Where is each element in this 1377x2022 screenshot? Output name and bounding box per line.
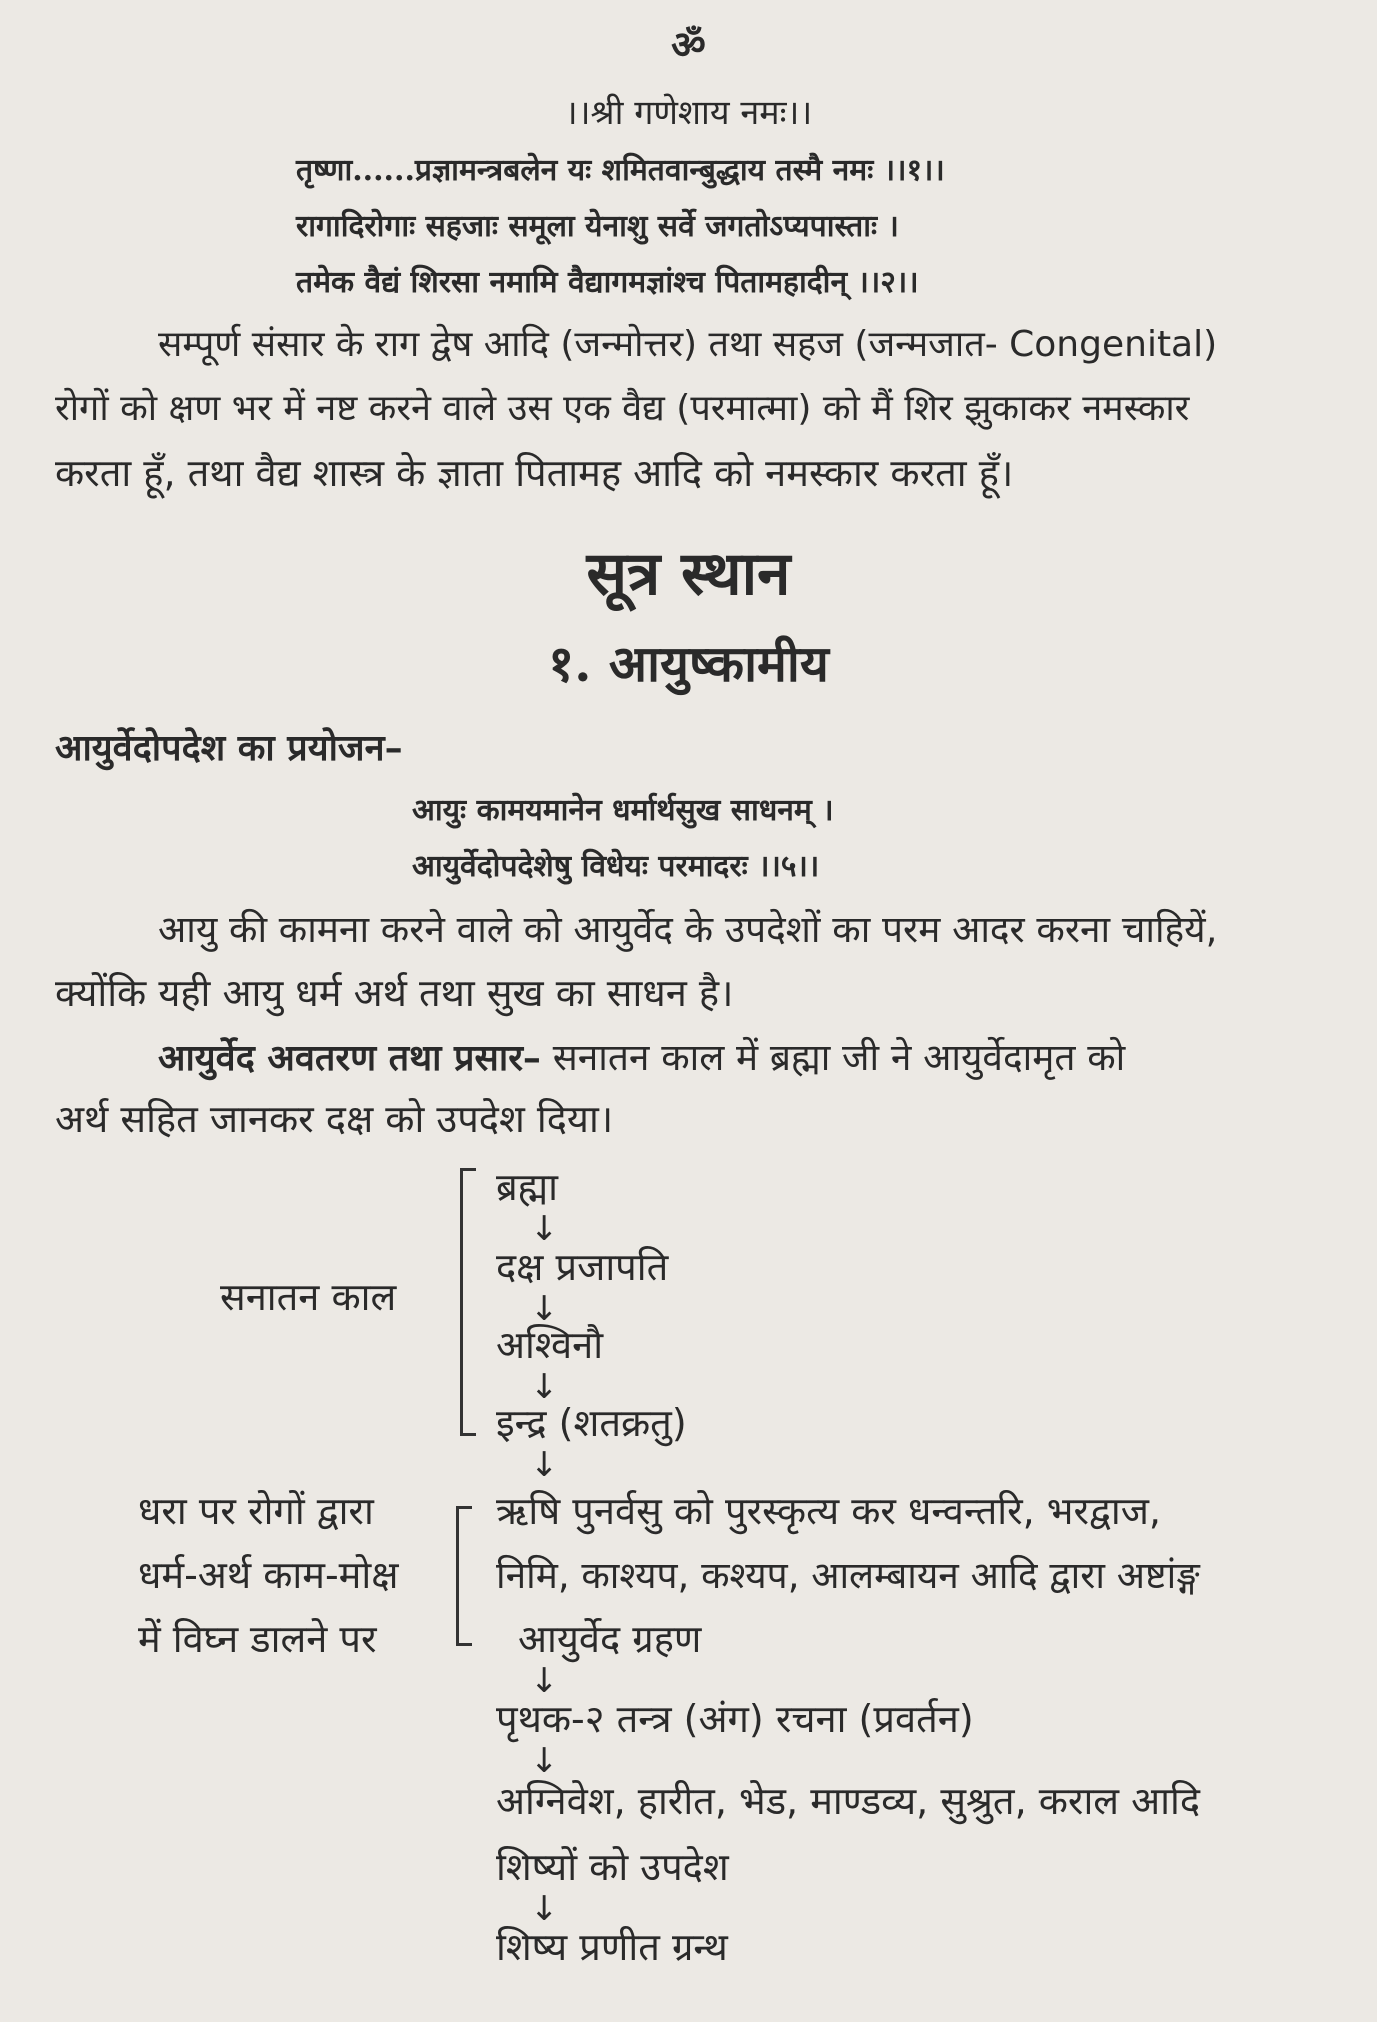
arrow-down-icon: ↓ [530, 1661, 559, 1701]
cause-line-1: धरा पर रोगों द्वारा [138, 1489, 374, 1533]
sages-line-2: निमि, काश्यप, कश्यप, आलम्बायन आदि द्वारा अष्टांङ्ग [496, 1554, 1200, 1597]
chapter-title: १. आयुष्कामीय [548, 634, 829, 693]
cause-line-2: धर्म-अर्थ काम-मोक्ष [138, 1553, 399, 1597]
shloka-line-2: रागादिरोगाः सहजाः समूला येनाशु सर्वे जगतोऽप्यपास्ताः । [296, 209, 899, 244]
texts-line: शिष्य प्रणीत ग्रन्थ [496, 1925, 728, 1969]
purpose-shloka-1: आयुः कामयमानेन धर्मार्थसुख साधनम् । [412, 793, 834, 828]
shloka-line-1: तृष्णा......प्रज्ञामन्त्रबलेन यः शमितवान्बुद्धाय तस्मै नमः ।।१।। [296, 153, 945, 188]
intro-line-3: करता हूँ, तथा वैद्य शास्त्र के ज्ञाता पितामह आदि को नमस्कार करता हूँ। [55, 451, 1014, 495]
sages-line-3: आयुर्वेद ग्रहण [518, 1617, 702, 1661]
descent-heading: आयुर्वेद अवतरण तथा प्रसार– [158, 1037, 541, 1079]
era-label: सनातन काल [220, 1275, 397, 1319]
node-indra: इन्द्र (शतक्रतु) [496, 1401, 687, 1445]
purpose-line-1: आयु की कामना करने वाले को आयुर्वेद के उपदेशों का परम आदर करना चाहियें, [158, 908, 1218, 951]
cause-line-3: में विघ्न डालने पर [138, 1617, 377, 1661]
arrow-down-icon: ↓ [530, 1209, 559, 1249]
descent-line-1-text: सनातन काल में ब्रह्मा जी ने आयुर्वेदामृत को [552, 1036, 1126, 1079]
purpose-heading: आयुर्वेदोपदेश का प्रयोजन– [55, 727, 403, 769]
purpose-line-2: क्योंकि यही आयु धर्म अर्थ तथा सुख का साधन है। [55, 971, 734, 1015]
cause-bracket [456, 1506, 459, 1646]
node-brahma: ब्रह्मा [496, 1165, 558, 1209]
era-bracket [460, 1168, 463, 1436]
arrow-down-icon: ↓ [530, 1889, 559, 1929]
node-daksha: दक्ष प्रजापति [496, 1245, 669, 1289]
arrow-down-icon: ↓ [530, 1741, 559, 1781]
descent-line-2: अर्थ सहित जानकर दक्ष को उपदेश दिया। [55, 1097, 614, 1141]
descent-line-1 [158, 1030, 1125, 1081]
invocation: ।।श्री गणेशाय नमः।। [564, 93, 813, 133]
intro-line-1: सम्पूर्ण संसार के राग द्वेष आदि (जन्मोत्तर) तथा सहज (जन्मजात- Congenital) [158, 324, 1218, 365]
arrow-down-icon: ↓ [530, 1289, 559, 1329]
purpose-shloka-2: आयुर्वेदोपदेशेषु विधेयः परमादरः ।।५।। [412, 849, 820, 884]
section-title: सूत्र स्थान [586, 539, 791, 609]
tantra-line: पृथक-२ तन्त्र (अंग) रचना (प्रवर्तन) [496, 1697, 974, 1741]
om-symbol: ॐ [671, 23, 706, 67]
intro-line-2: रोगों को क्षण भर में नष्ट करने वाले उस एक वैद्य (परमात्मा) को मैं शिर झुकाकर नमस्कार [55, 388, 1190, 429]
sages-line-1: ऋषि पुनर्वसु को पुरस्कृत्य कर धन्वन्तरि, भरद्वाज, [496, 1489, 1162, 1533]
shloka-line-3: तमेक वैद्यं शिरसा नमामि वैद्यागमज्ञांश्च पितामहादीन् ।।२।। [296, 265, 919, 300]
disciples-line-2: शिष्यों को उपदेश [496, 1845, 729, 1889]
disciples-line-1: अग्निवेश, हारीत, भेड, माण्डव्य, सुश्रुत, कराल आदि [496, 1779, 1201, 1823]
arrow-down-icon: ↓ [530, 1367, 559, 1407]
node-ashvinau: अश्विनौ [496, 1323, 604, 1367]
arrow-down-icon: ↓ [530, 1445, 559, 1485]
